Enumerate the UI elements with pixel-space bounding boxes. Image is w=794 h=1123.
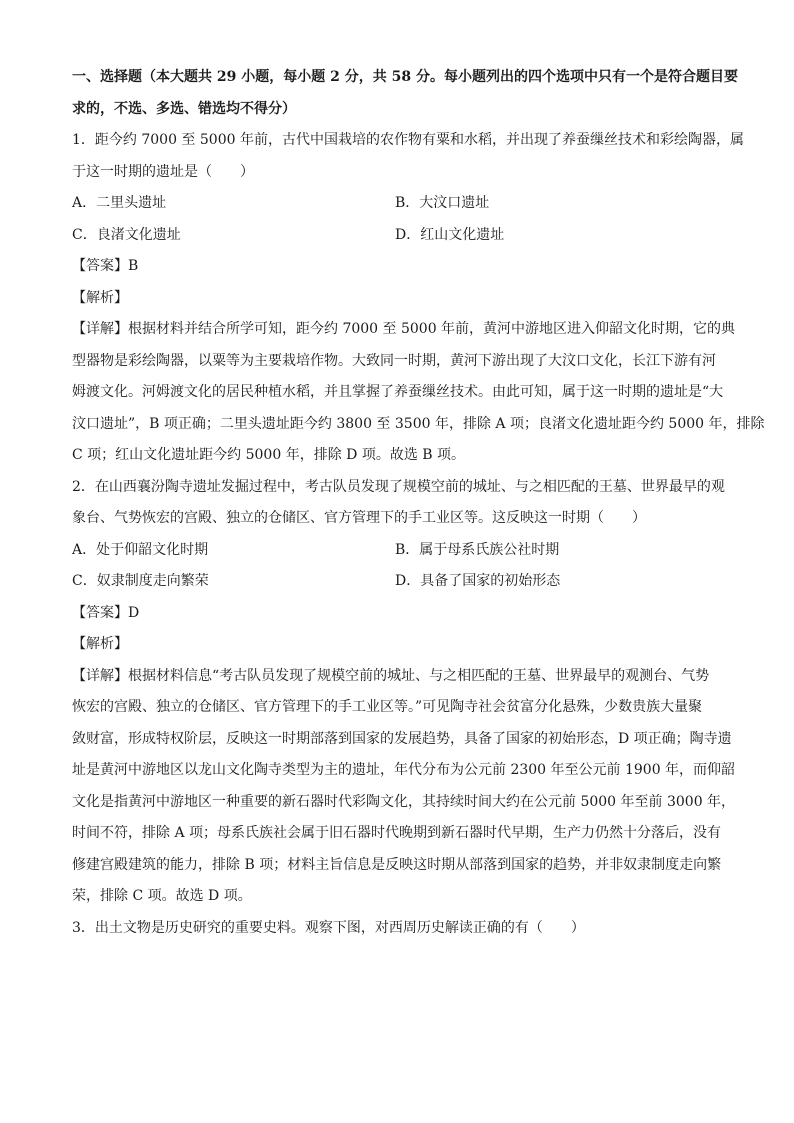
question-2-detail-line-6: 时间不符，排除 A 项；母系氏族社会属于旧石器时代晚期到新石器时代早期，生产力仍然十分落后，没有 [72, 825, 722, 841]
question-1-option-c: C．良渚文化遗址 [72, 226, 181, 243]
question-1-stem-line-2: 于这一时期的遗址是（ ） [72, 163, 254, 180]
question-2-stem-line-1: 2．在山西襄汾陶寺遗址发掘过程中，考古队员发现了规模空前的城址、与之相匹配的王墓、世界最早的观 [72, 478, 725, 495]
question-2 [72, 472, 736, 913]
exam-page [72, 62, 765, 944]
question-2-option-a: A．处于仰韶文化时期 [72, 541, 209, 558]
question-1-detail-line-4: 汶口遗址”，B 项正确；二里头遗址距今约 3800 至 3500 年，排除 A 项；良渚文化遗址距今约 5000 年，排除 [72, 415, 765, 432]
question-1 [72, 125, 765, 472]
question-2-detail-line-3: 敛财富，形成特权阶层，反映这一时期部落到国家的发展趋势，具备了国家的初始形态，D 项正确；陶寺遗 [72, 730, 732, 747]
question-2-detail-line-2: 恢宏的宫殿、独立的仓储区、官方管理下的手工业区等。”可见陶寺社会贫富分化悬殊，少数贵族大量聚 [72, 699, 703, 715]
question-1-analysis-label: 【解析】 [72, 289, 128, 306]
question-3-stem-line-1: 3．出土文物是历史研究的重要史料。观察下图，对西周历史解读正确的有（ ） [72, 919, 585, 936]
question-3 [72, 913, 732, 945]
question-2-detail-line-5: 文化是指黄河中游地区一种重要的新石器时代彩陶文化，其持续时间大约在公元前 5000 年至前 3000 年， [72, 793, 736, 810]
question-2-options-row-2 [72, 566, 732, 598]
question-2-analysis-label: 【解析】 [72, 636, 128, 652]
question-1-options-row-2 [72, 220, 732, 252]
question-1-option-d: D．红山文化遗址 [395, 226, 505, 243]
section-heading-line-2: 求的，不选、多选、错选均不得分） [72, 100, 296, 117]
question-2-answer: 【答案】D [72, 604, 140, 621]
question-1-answer: 【答案】B [72, 258, 139, 274]
question-1-option-a: A．二里头遗址 [72, 195, 167, 211]
question-2-option-b: B．属于母系氏族公社时期 [395, 541, 560, 558]
question-2-stem-line-2: 象台、气势恢宏的宫殿、独立的仓储区、官方管理下的手工业区等。这反映这一时期（ ） [72, 510, 646, 526]
question-1-detail-line-1: 【详解】根据材料并结合所学可知，距今约 7000 至 5000 年前，黄河中游地区进入仰韶文化时期，它的典 [72, 321, 736, 337]
question-2-detail-line-7: 修建宫殿建筑的能力，排除 B 项；材料主旨信息是反映这时期从部落到国家的趋势，并非奴隶制度走向繁 [72, 856, 722, 873]
question-2-detail-line-8: 荣，排除 C 项。故选 D 项。 [72, 888, 252, 904]
question-2-options-row-1 [72, 535, 732, 567]
question-1-detail-line-3: 姆渡文化。河姆渡文化的居民种植水稻，并且掌握了养蚕缫丝技术。由此可知，属于这一时期的遗址是“大 [72, 384, 724, 400]
question-2-detail-line-1: 【详解】根据材料信息“考古队员发现了规模空前的城址、与之相匹配的王墓、世界最早的观测台、气势 [72, 667, 710, 684]
question-1-option-b: B．大汶口遗址 [395, 195, 490, 211]
section-heading-line-1: 一、选择题（本大题共 29 小题，每小题 2 分，共 58 分。每小题列出的四个选项中只有一个是符合题目要 [72, 69, 738, 85]
question-2-option-d: D．具备了国家的初始形态 [395, 573, 561, 589]
question-2-detail-line-4: 址是黄河中游地区以龙山文化陶寺类型为主的遗址，年代分布为公元前 2300 年至公元前 1900 年，而仰韶 [72, 762, 736, 778]
question-1-options-row-1 [72, 188, 732, 220]
question-1-stem-line-1: 1．距今约 7000 至 5000 年前，古代中国栽培的农作物有粟和水稻，并出现了养蚕缫丝技术和彩绘陶器，属 [72, 132, 744, 148]
question-2-option-c: C．奴隶制度走向繁荣 [72, 573, 209, 589]
question-1-detail-line-5: C 项；红山文化遗址距今约 5000 年，排除 D 项。故选 B 项。 [72, 447, 466, 463]
question-1-detail-line-2: 型器物是彩绘陶器，以粟等为主要栽培作物。大致同一时期，黄河下游出现了大汶口文化，长江下游有河 [72, 352, 716, 369]
